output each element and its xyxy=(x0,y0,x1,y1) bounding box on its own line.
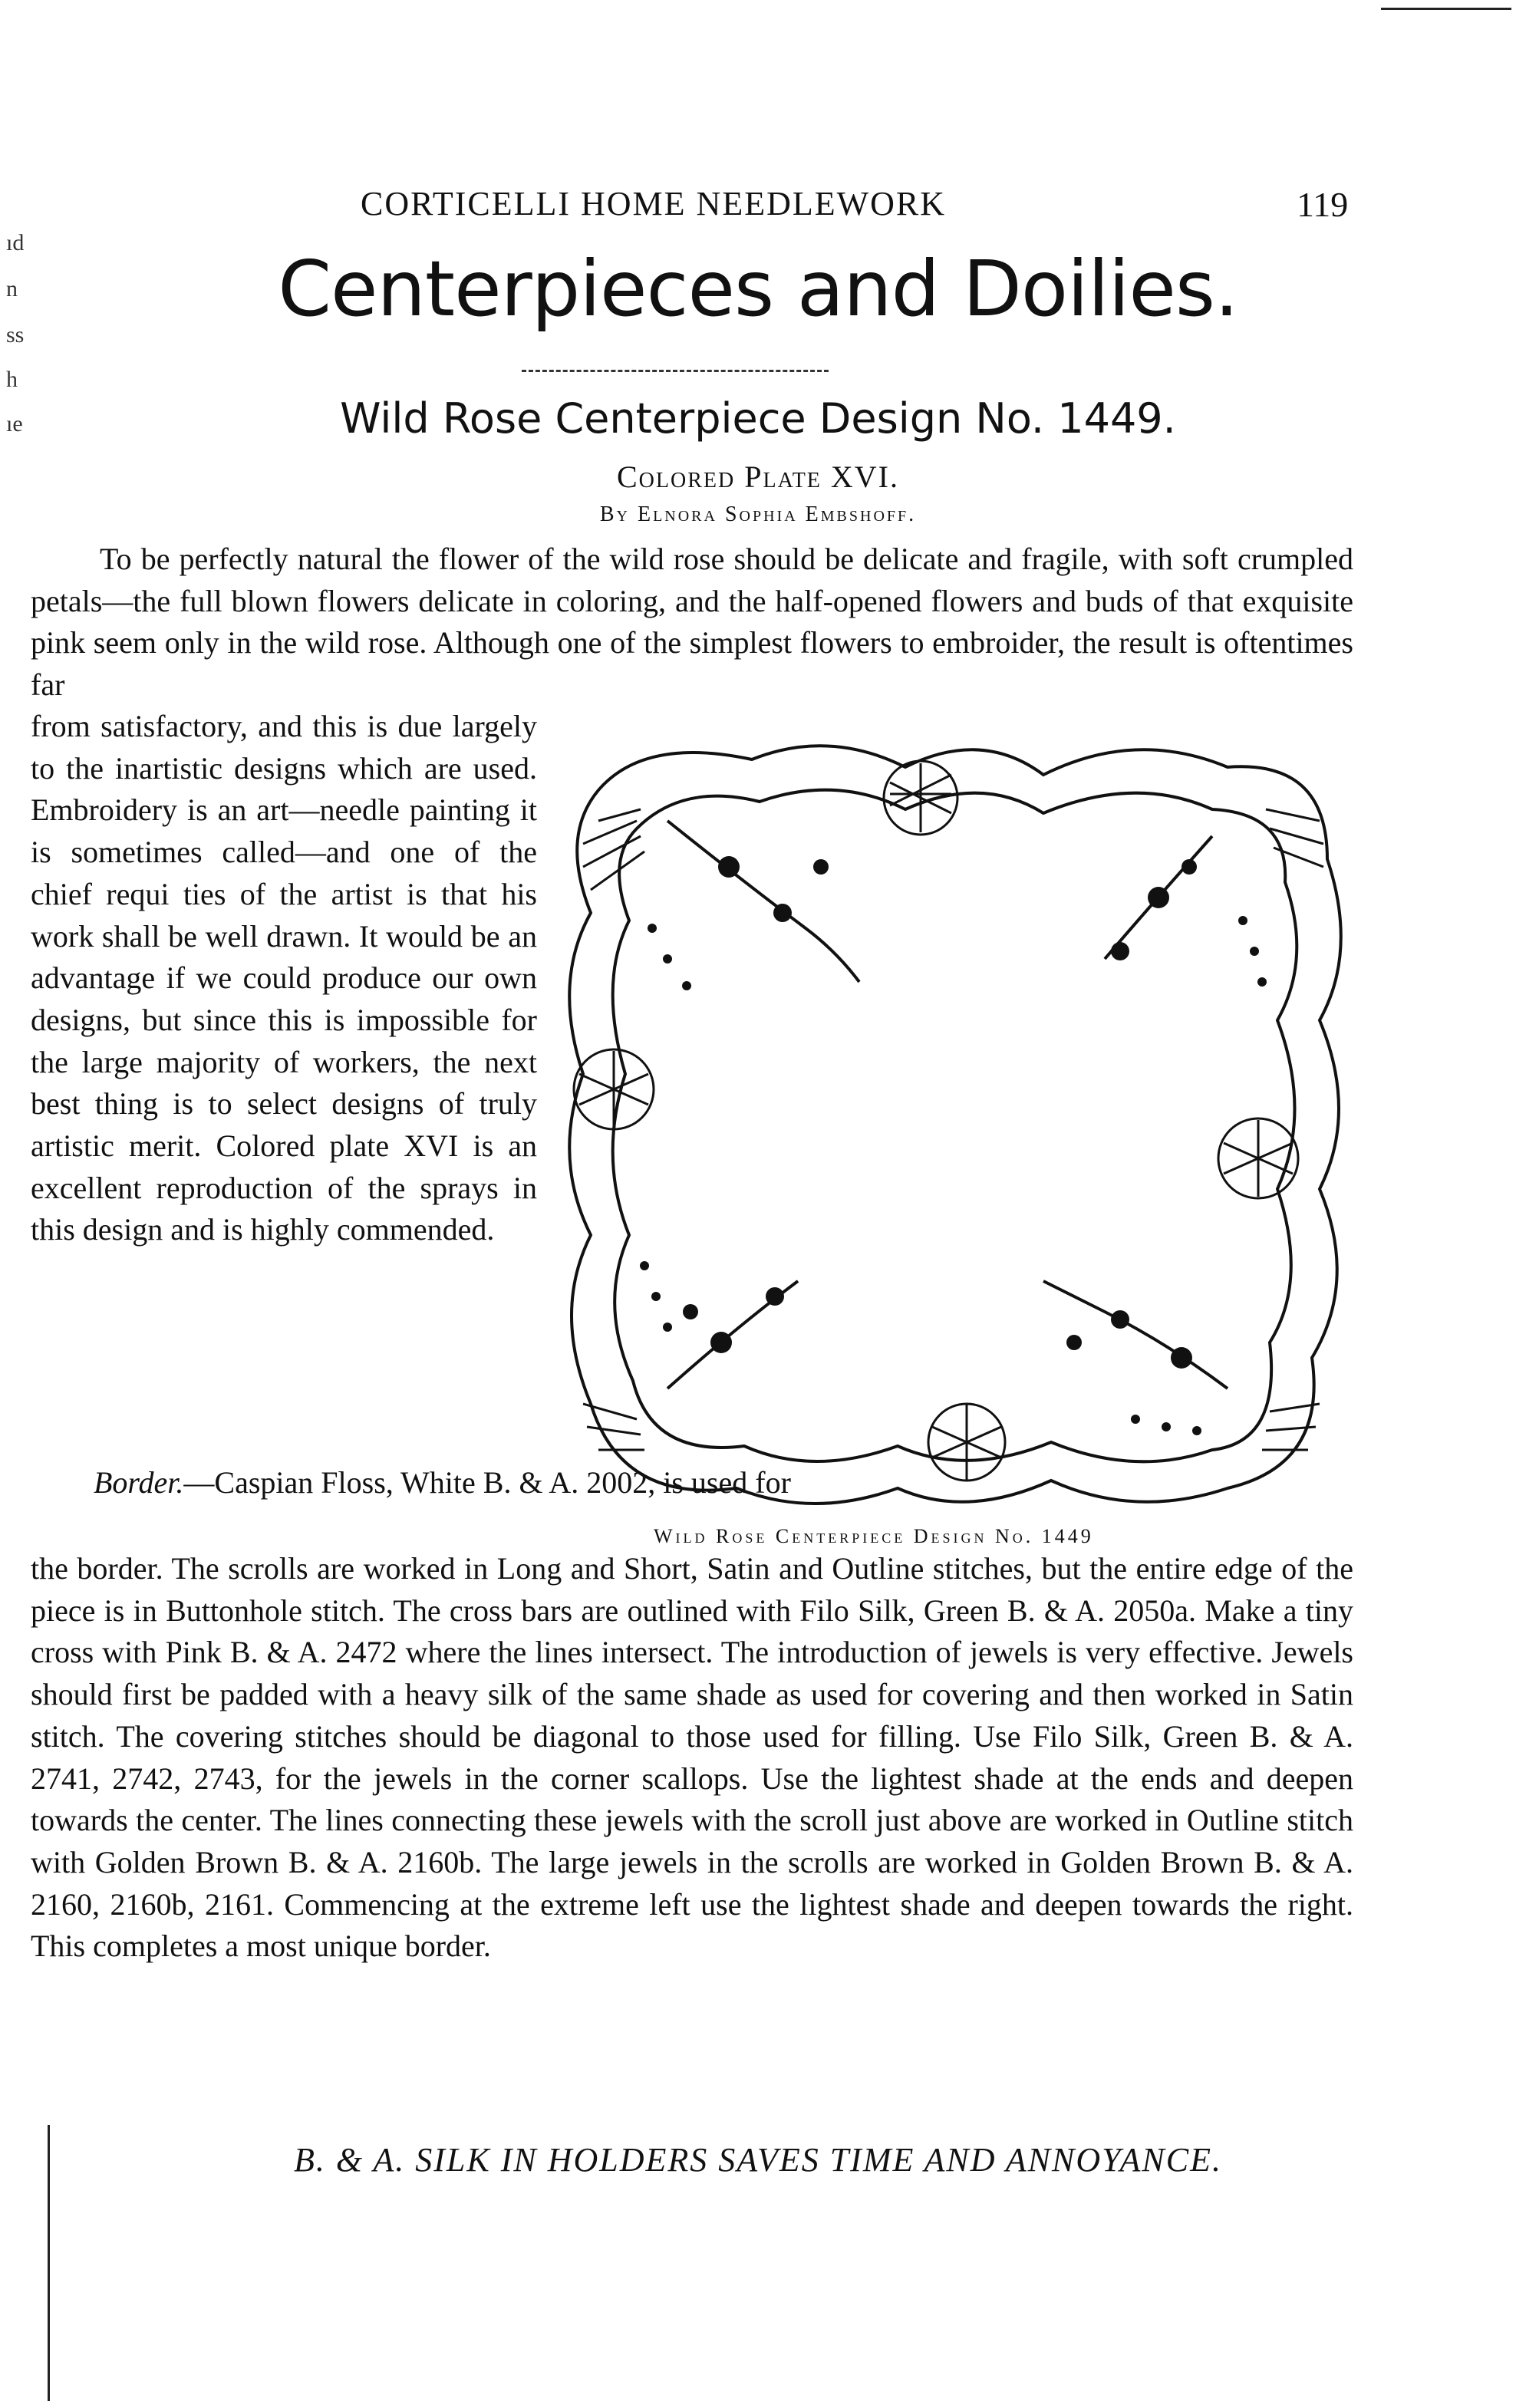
illustration-caption: Wild Rose Centerpiece Design No. 1449 xyxy=(654,1525,1094,1547)
paragraph-border-instructions: the border. The scrolls are worked in Long and Short, Satin and Outline stitches, but the entire edge of the piece is in Buttonhole stitch. The cross bars are outlined with Filo Silk, Green B. & A. 2050a. Make a tiny cross with Pink B. & A. 2472 where the lines intersect. The introduction of jewels is very effective. Jewels should first be padded with a heavy silk of the same shade as used for covering and then worked in Satin stitch. The covering stitches should be diagonal to those used for filling. Use Filo Silk, Green B. & A. 2741, 2742, 2743, for the jewels in the corner scallops. Use the lightest shade at the ends and deepen towards the center. The lines connecting these jewels with the scroll just above are worked in Outline stitch with Golden Brown B. & A. 2160b. The large jewels in the scrolls are worked in Golden Brown B. & A. 2160, 2160b, 2161. Commencing at the extreme left use the lightest shade and deepen towards the right. This completes a most unique border. xyxy=(31,1551,1353,1964)
border-lead-text: —Caspian Floss, White B. & A. 2002, is used for xyxy=(183,1465,791,1500)
border-label: Border. xyxy=(94,1465,184,1500)
margin-fragment: ss xyxy=(6,322,25,348)
plate-reference: Colored Plate XVI. xyxy=(617,460,899,494)
page-title: Centerpieces and Doilies. xyxy=(278,244,1238,334)
binding-edge-line xyxy=(48,2125,50,2401)
paragraph-wrapped: from satisfactory, and this is due largely to the inartistic designs which are used. Embroidery is an art—needle painting it is sometimes called—and one of the chief requi ties of the artist is that his work shall be well drawn. It would be an advantage if we could produce our own designs, but since this is impossible for the large majority of workers, the next best thing is to select designs of truly artistic merit. Colored plate XVI is an excellent reproduction of the sprays in this design and is highly commended. xyxy=(31,709,537,1247)
margin-fragment: ıe xyxy=(6,411,23,436)
margin-fragment: h xyxy=(6,367,18,392)
margin-fragment: n xyxy=(6,276,18,301)
article-subtitle: Wild Rose Centerpiece Design No. 1449. xyxy=(340,394,1176,443)
scan-edge-rule xyxy=(1381,8,1511,10)
margin-fragment: ıd xyxy=(6,230,25,255)
byline: By Elnora Sophia Embshoff. xyxy=(599,502,917,526)
paragraph-intro: To be perfectly natural the flower of the wild rose should be delicate and fragile, with soft crumpled petals—the full blown flowers delicate in coloring, and the half-opened flowers and buds of that exquisite pink seem only in the wild rose. Although one of the simplest flowers to embroider, the result is oftentimes far xyxy=(31,542,1353,703)
centerpiece-illustration xyxy=(552,729,1358,1511)
advertising-slogan: B. & A. SILK IN HOLDERS SAVES TIME AND ANNOYANCE. xyxy=(294,2141,1222,2179)
title-divider xyxy=(522,370,829,372)
paragraph-border-lead xyxy=(31,1462,1353,1504)
page-number: 119 xyxy=(1297,185,1349,224)
running-header: CORTICELLI HOME NEEDLEWORK xyxy=(361,185,947,222)
